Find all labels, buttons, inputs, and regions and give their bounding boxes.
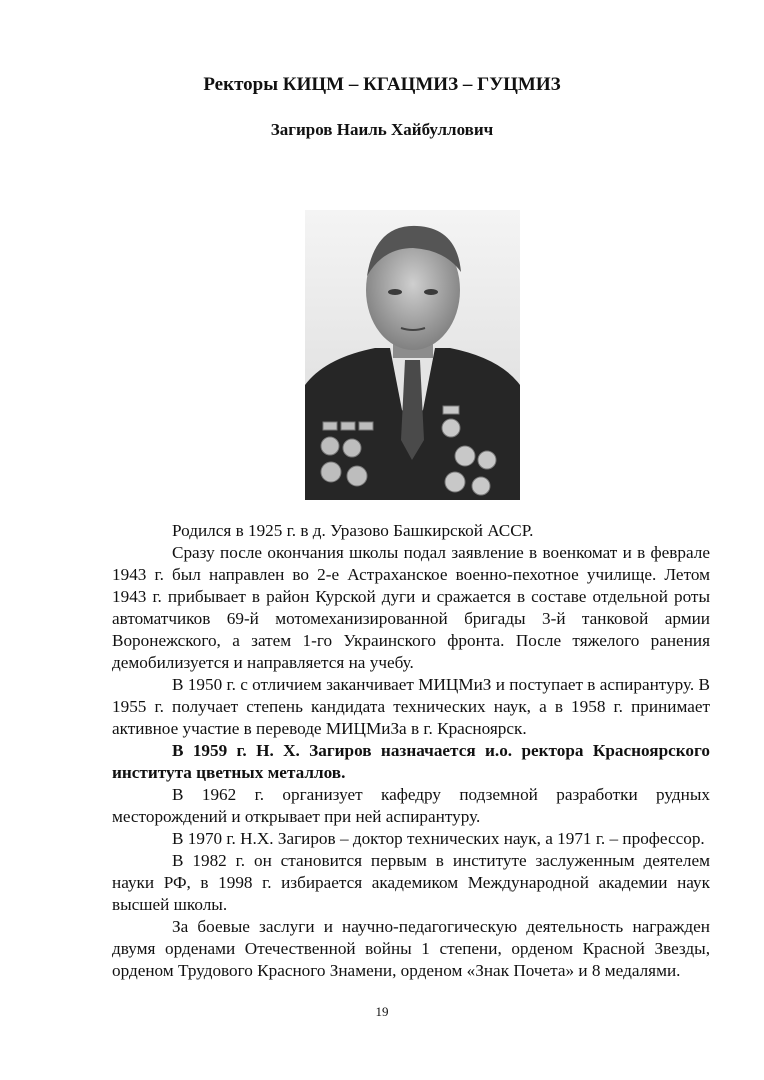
person-name: Загиров Наиль Хайбуллович xyxy=(270,120,494,139)
paragraph-department: В 1962 г. организует кафедру подземной разработки рудных месторождений и открывает при ней аспирантуру. xyxy=(112,785,710,826)
biography-text xyxy=(112,520,710,982)
paragraph-education: В 1950 г. с отличием заканчивает МИЦМиЗ и поступает в аспирантуру. В 1955 г. получает степень кандидата технических наук, а в 1958 г. принимает активное участие в переводе МИЦМиЗа в г. Красноярск. xyxy=(112,675,710,738)
portrait-photo xyxy=(305,210,520,500)
paragraph-awards: За боевые заслуги и научно-педагогическую деятельность награжден двумя орденами Отечественной войны 1 степени, орденом Красной Звезды, орденом Трудового Красного Знамени, орденом «Знак Почета» и 8 медалями. xyxy=(112,917,710,980)
page-number: 19 xyxy=(375,1004,389,1019)
paragraph-honors: В 1982 г. он становится первым в институте заслуженным деятелем науки РФ, в 1998 г. избирается академиком Международной академии наук высшей школы. xyxy=(112,851,710,914)
paragraph-birth: Родился в 1925 г. в д. Уразово Башкирской АССР. xyxy=(172,521,534,540)
page-title: Ректоры КИЦМ – КГАЦМИЗ – ГУЦМИЗ xyxy=(203,74,561,95)
paragraph-rector-appointment: В 1959 г. Н. Х. Загиров назначается и.о. ректора Красноярского института цветных металлов. xyxy=(112,741,710,782)
paragraph-doctorate: В 1970 г. Н.Х. Загиров – доктор технических наук, а 1971 г. – профессор. xyxy=(172,829,705,848)
paragraph-military: Сразу после окончания школы подал заявление в военкомат и в феврале 1943 г. был направлен во 2-е Астраханское военно-пехотное училище. Летом 1943 г. прибывает в район Курской дуги и сражается в составе отдельной роты автоматчиков 69-й мотомеханизированной бригады 3-й танковой армии Воронежского, а затем 1-го Украинского фронта. После тяжелого ранения демобилизуется и направляется на учебу. xyxy=(112,543,710,672)
